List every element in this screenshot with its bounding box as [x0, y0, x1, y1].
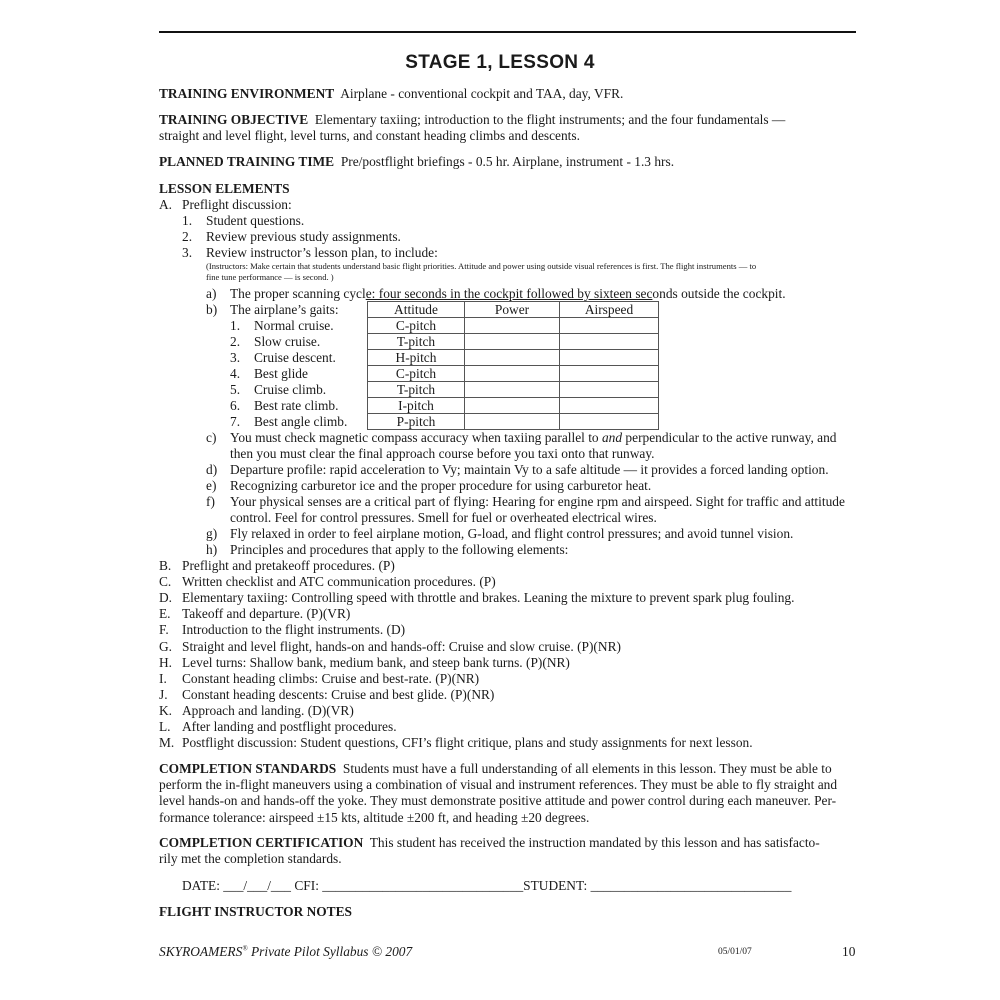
training-environment-text: Airplane - conventional cockpit and TAA, day, VFR. [340, 86, 624, 101]
page-number: 10 [842, 944, 856, 959]
list-item-A3 [182, 245, 438, 261]
planned-training-time [159, 154, 674, 170]
power-cell[interactable] [465, 318, 560, 334]
list-marker: d) [206, 462, 218, 477]
attitude-cell: T-pitch [368, 382, 465, 398]
list-text: Straight and level flight, hands-on and hands-off: Cruise and slow cruise. (P)(NR) [182, 638, 621, 654]
table-row [368, 398, 659, 414]
cfi-signature-field[interactable]: ______________________________ [322, 878, 524, 893]
gait-name: Slow cruise. [254, 334, 321, 349]
list-marker: 1. [230, 318, 241, 333]
gait-list-item [230, 366, 308, 382]
list-marker: 2. [182, 229, 193, 244]
list-text: Preflight discussion: [182, 197, 292, 212]
list-marker: c) [206, 430, 217, 445]
sub-a-underlined-text: e: four seconds in the cockpit followed by sixteen sec [365, 286, 653, 301]
table-row [368, 350, 659, 366]
list-marker: G. [159, 638, 173, 654]
list-marker: J. [159, 686, 168, 702]
sub-item-f-line2: control. Feel for control pressures. Smell for fuel or overheated electrical wires. [230, 510, 657, 525]
instructor-note-line2: fine tune performance — is second. ) [206, 272, 334, 282]
list-item-A1 [182, 213, 304, 229]
list-item-B [159, 558, 395, 574]
completion-certification-line1 [159, 835, 859, 851]
gait-list-item [230, 350, 336, 366]
attitude-cell: T-pitch [368, 334, 465, 350]
list-text: Preflight and pretakeoff procedures. (P) [182, 558, 395, 573]
col-header-airspeed: Airspeed [560, 302, 659, 318]
list-item-L [159, 719, 397, 735]
sub-item-g [206, 526, 793, 542]
sub-item-c [206, 430, 837, 446]
list-marker: b) [206, 302, 218, 317]
list-marker: F. [159, 622, 169, 638]
list-marker: e) [206, 478, 217, 493]
sub-c-text: You must check magnetic compass accuracy when taxiing parallel to [230, 430, 602, 445]
list-item-A2 [182, 229, 401, 245]
list-text: Approach and landing. (D)(VR) [182, 702, 354, 718]
list-marker: g) [206, 526, 218, 541]
list-marker: M. [159, 735, 175, 751]
sub-c-text-end: perpendicular to the active runway, and [622, 430, 837, 445]
list-item-F [159, 622, 405, 638]
list-marker: B. [159, 558, 172, 573]
list-item-E [159, 606, 350, 622]
sub-item-a [206, 286, 786, 302]
list-marker: A. [159, 197, 173, 212]
list-marker: 5. [230, 382, 241, 397]
power-cell[interactable] [465, 382, 560, 398]
student-label: STUDENT: [523, 878, 588, 893]
list-marker: 3. [230, 350, 241, 365]
power-cell[interactable] [465, 366, 560, 382]
lesson-elements-heading: LESSON ELEMENTS [159, 181, 290, 196]
page-title: STAGE 1, LESSON 4 [405, 52, 595, 73]
attitude-cell: H-pitch [368, 350, 465, 366]
list-marker: H. [159, 654, 173, 670]
list-text: Postflight discussion: Student questions, CFI’s flight critique, plans and study assignments for next lesson. [182, 735, 753, 751]
table-row [368, 382, 659, 398]
list-text: Review previous study assignments. [206, 229, 401, 244]
list-text: Introduction to the flight instruments. (D) [182, 622, 406, 638]
gait-name: Best rate climb. [254, 398, 339, 413]
signature-line [182, 878, 791, 894]
list-text: Departure profile: rapid acceleration to Vy; maintain Vy to a safe altitude — it provides a forced landing option. [230, 462, 829, 477]
sub-item-b [206, 302, 339, 318]
list-item-M [159, 735, 753, 751]
gait-name: Best glide [254, 366, 308, 381]
completion-certification-text: This student has received the instruction mandated by this lesson and has satisfacto- [369, 835, 820, 850]
power-cell[interactable] [465, 414, 560, 430]
gait-list-item [230, 318, 334, 334]
list-text: Constant heading descents: Cruise and best glide. (P)(NR) [182, 686, 495, 702]
list-marker: L. [159, 719, 171, 734]
training-objective [159, 112, 785, 128]
completion-standards-line2: perform the in-flight maneuvers using a combination of visual and instrument references. They must be able to fly straight and [159, 777, 838, 793]
completion-standards-line4: formance tolerance: airspeed ±15 kts, altitude ±200 ft, and heading ±20 degrees. [159, 809, 590, 825]
footer-date: 05/01/07 [718, 947, 752, 957]
airspeed-cell[interactable] [560, 334, 659, 350]
attitude-cell: C-pitch [368, 366, 465, 382]
list-marker: a) [206, 286, 217, 301]
list-item-I [159, 671, 479, 687]
completion-standards [159, 761, 859, 826]
list-item-J [159, 687, 494, 703]
instructor-note-line1: (Instructors: Make certain that students understand basic flight priorities. Attitude and power using outside visual references is first. The flight instruments — to [206, 261, 757, 271]
list-text: Takeoff and departure. (P)(VR) [182, 606, 351, 622]
list-item-D [159, 590, 794, 606]
student-signature-field[interactable]: ______________________________ [590, 878, 792, 893]
cfi-label: CFI: [294, 878, 319, 893]
gait-name: Best angle climb. [254, 414, 348, 429]
list-marker: 3. [182, 245, 193, 260]
list-text: After landing and postflight procedures. [182, 719, 397, 734]
training-objective-line2: straight and level flight, level turns, and constant heading climbs and descents. [159, 128, 580, 143]
sub-c-italic: and [601, 430, 623, 445]
sub-item-f [206, 494, 845, 510]
gait-list-item [230, 382, 326, 398]
list-text: Written checklist and ATC communication procedures. (P) [182, 574, 496, 590]
power-cell[interactable] [465, 398, 560, 414]
list-marker: 7. [230, 414, 241, 429]
power-cell[interactable] [465, 350, 560, 366]
completion-standards-line3: level hands-on and hands-off the yoke. They must demonstrate positive attitude and power control during each maneuver. Per- [159, 793, 837, 809]
list-marker: D. [159, 590, 173, 606]
date-field[interactable]: ___/___/___ [223, 878, 291, 893]
list-text: Recognizing carburetor ice and the proper procedure for using carburetor heat. [230, 478, 652, 493]
list-text: Principles and procedures that apply to the following elements: [230, 542, 569, 557]
attitude-cell: I-pitch [368, 398, 465, 414]
list-item-G [159, 639, 621, 655]
training-environment [159, 86, 623, 102]
date-label: DATE: [182, 878, 220, 893]
footer-title [159, 944, 412, 960]
top-rule [159, 31, 856, 33]
airspeed-cell[interactable] [560, 414, 659, 430]
airspeed-cell[interactable] [560, 366, 659, 382]
list-text: Your physical senses are a critical part of flying: Hearing for engine rpm and airspeed. Sight for traffic and attitude [230, 494, 845, 509]
list-marker: K. [159, 702, 173, 718]
list-item-H [159, 655, 570, 671]
table-row [368, 334, 659, 350]
planned-training-time-text: Pre/postflight briefings - 0.5 hr. Airplane, instrument - 1.3 hrs. [340, 154, 675, 169]
list-marker: h) [206, 542, 218, 557]
training-objective-text: Elementary taxiing; introduction to the flight instruments; and the four fundamentals — [314, 112, 786, 127]
completion-certification-label: COMPLETION CERTIFICATION [159, 835, 364, 850]
list-marker: 1. [182, 213, 193, 228]
registered-mark: ® [242, 944, 248, 953]
list-text: Fly relaxed in order to feel airplane motion, G-load, and flight control pressures; and avoid tunnel vision. [230, 526, 794, 541]
gait-list-item [230, 398, 338, 414]
planned-training-time-label: PLANNED TRAINING TIME [159, 154, 335, 169]
gait-name: Cruise descent. [254, 350, 336, 365]
list-marker: 2. [230, 334, 241, 349]
completion-certification-line2: rily met the completion standards. [159, 851, 342, 867]
sub-item-h [206, 542, 568, 558]
list-marker: 6. [230, 398, 241, 413]
sub-a-text-end: onds outside the cockpit. [652, 286, 786, 301]
airspeed-cell[interactable] [560, 350, 659, 366]
table-row [368, 414, 659, 430]
gait-name: Cruise climb. [254, 382, 327, 397]
list-text: Student questions. [206, 213, 305, 228]
power-cell[interactable] [465, 334, 560, 350]
gaits-table [367, 301, 659, 430]
list-text: Level turns: Shallow bank, medium bank, and steep bank turns. (P)(NR) [182, 654, 570, 670]
list-marker: I. [159, 670, 167, 686]
airspeed-cell[interactable] [560, 318, 659, 334]
footer-brand: SKYROAMERS [159, 944, 243, 959]
list-item-K [159, 703, 354, 719]
airspeed-cell[interactable] [560, 398, 659, 414]
list-marker: 4. [230, 366, 241, 381]
table-row [368, 318, 659, 334]
completion-standards-line1 [159, 761, 859, 777]
airspeed-cell[interactable] [560, 382, 659, 398]
sub-b-text: The airplane’s gaits: [230, 302, 339, 317]
sub-item-c-line2: then you must clear the final approach course before you taxi onto that runway. [230, 446, 655, 461]
list-text: Elementary taxiing: Controlling speed with throttle and brakes. Leaning the mixture to prevent spark plug fouling. [182, 590, 795, 606]
table-row [368, 366, 659, 382]
flight-instructor-notes-heading: FLIGHT INSTRUCTOR NOTES [159, 904, 352, 919]
gait-list-item [230, 414, 347, 430]
completion-standards-label: COMPLETION STANDARDS [159, 761, 337, 776]
gait-list-item [230, 334, 320, 350]
sub-item-e [206, 478, 651, 494]
table-header-row [368, 302, 659, 318]
list-marker: f) [206, 494, 215, 509]
attitude-cell: P-pitch [368, 414, 465, 430]
col-header-power: Power [465, 302, 560, 318]
list-item-A [159, 197, 292, 213]
completion-standards-text: Students must have a full understanding of all elements in this lesson. They must be able to [342, 761, 832, 776]
attitude-cell: C-pitch [368, 318, 465, 334]
list-marker: C. [159, 574, 172, 590]
sub-item-d [206, 462, 829, 478]
footer-text: Private Pilot Syllabus © 2007 [247, 944, 413, 959]
list-text: Review instructor’s lesson plan, to include: [206, 245, 438, 260]
sub-a-text: The proper scanning cycl [230, 286, 366, 301]
training-objective-label: TRAINING OBJECTIVE [159, 112, 309, 127]
gait-name: Normal cruise. [254, 318, 334, 333]
list-text: Constant heading climbs: Cruise and best-rate. (P)(NR) [182, 670, 480, 686]
list-item-C [159, 574, 496, 590]
training-environment-label: TRAINING ENVIRONMENT [159, 86, 335, 101]
list-marker: E. [159, 606, 171, 622]
col-header-attitude: Attitude [368, 302, 465, 318]
completion-certification [159, 835, 859, 867]
